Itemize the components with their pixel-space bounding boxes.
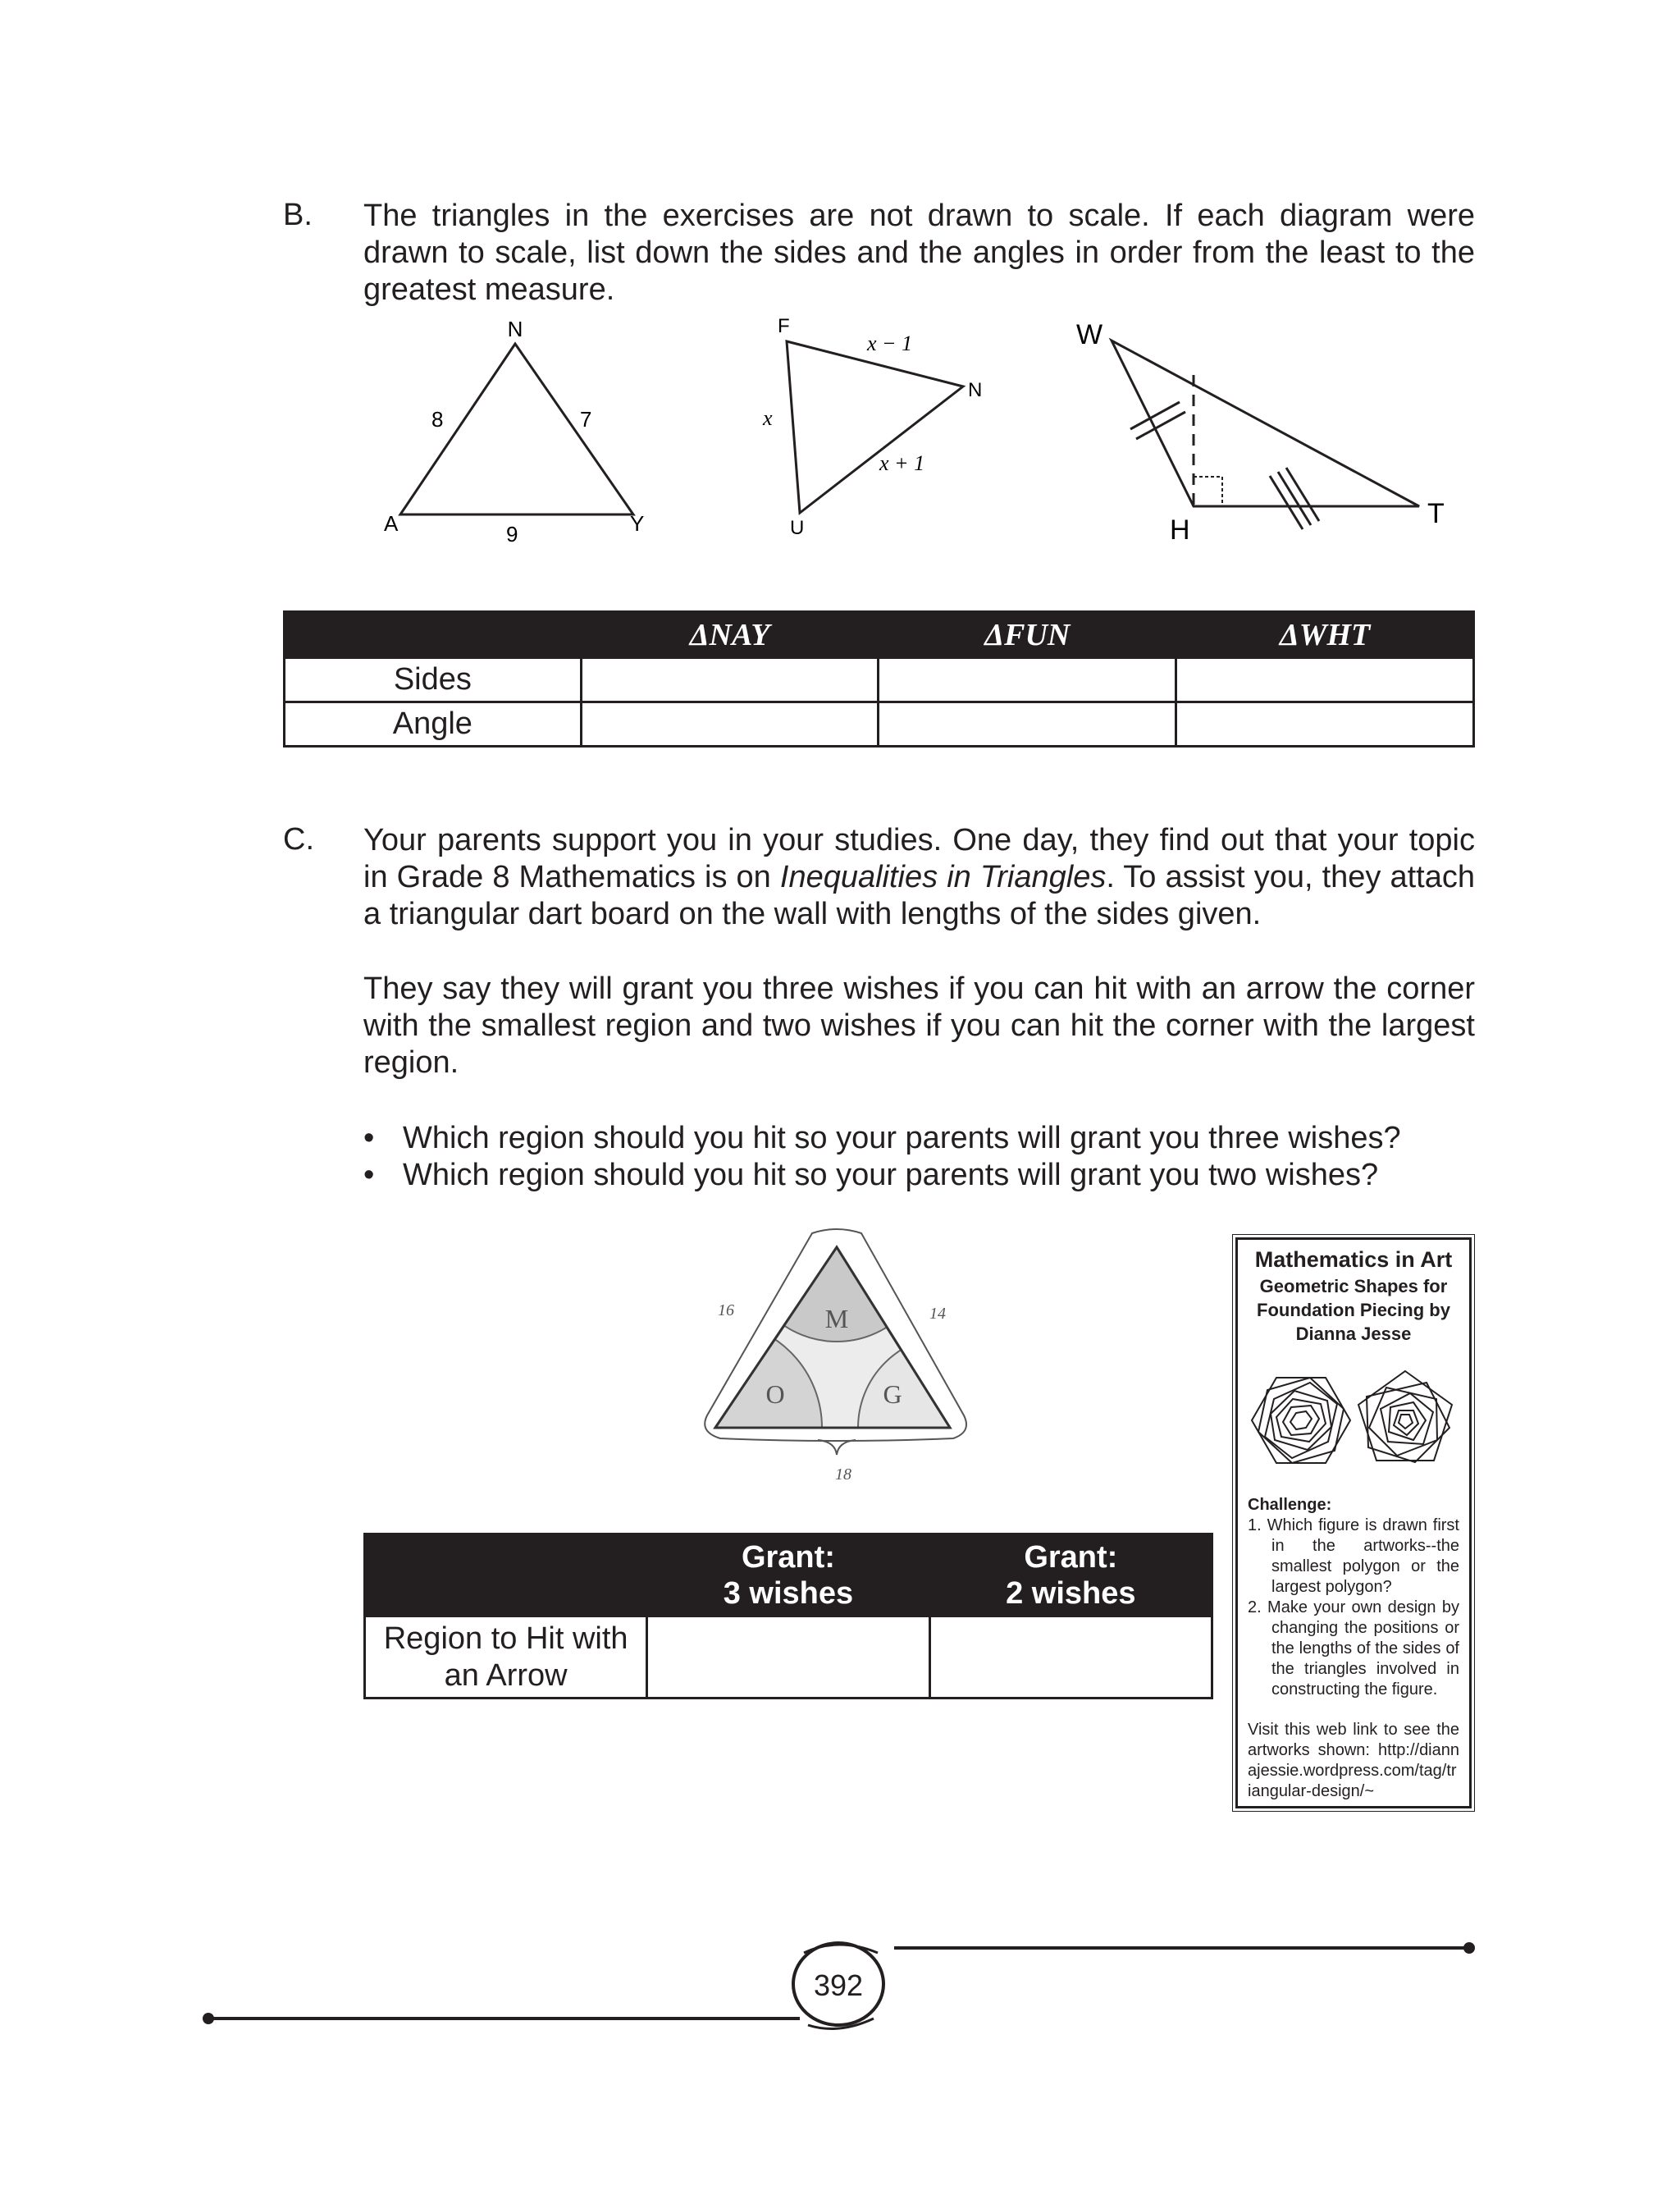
bullet-icon: • xyxy=(363,1158,375,1192)
triangle-wht-shape xyxy=(1112,341,1419,506)
question-list xyxy=(363,1120,1475,1194)
table-header-blank xyxy=(285,612,582,658)
side-label-14: 14 xyxy=(929,1305,946,1323)
section-b-table xyxy=(283,610,1475,748)
row-label-angle: Angle xyxy=(285,702,582,747)
region-label-line-2: an Arrow xyxy=(444,1657,568,1693)
grant-header-row xyxy=(365,1534,1212,1616)
side-label-fu: x xyxy=(763,406,773,430)
side-label-ny: 7 xyxy=(580,407,592,432)
bullet-icon: • xyxy=(363,1121,375,1155)
hexagon-spiral-icon xyxy=(1252,1378,1350,1463)
triangle-nay-figure xyxy=(369,308,664,554)
grant-3-wishes-header xyxy=(647,1534,929,1616)
triangle-wht-figure xyxy=(1058,308,1468,554)
side-label-ay: 9 xyxy=(506,522,518,546)
grant-3-line-1: Grant: xyxy=(741,1539,835,1575)
vertex-label-w: W xyxy=(1076,319,1103,350)
tick-mark-wh-1 xyxy=(1130,402,1180,429)
section-b-letter: B. xyxy=(283,198,313,232)
region-label-m: M xyxy=(824,1304,849,1333)
polygon-artworks xyxy=(1248,1359,1463,1482)
region-label-g: G xyxy=(883,1379,902,1409)
region-label-o: O xyxy=(765,1379,785,1409)
answer-cell[interactable] xyxy=(581,658,879,702)
sidebar-subtitle: Geometric Shapes for Foundation Piecing by Dianna Jesse xyxy=(1257,1276,1450,1344)
vertex-label-f: F xyxy=(778,315,790,337)
answer-cell[interactable] xyxy=(647,1616,929,1699)
challenge-item: 1. Which figure is drawn first in the artworks--the smallest polygon or the largest polygon? xyxy=(1248,1516,1459,1596)
answer-cell[interactable] xyxy=(1176,658,1474,702)
math-in-art-sidebar xyxy=(1235,1237,1472,1808)
question-item xyxy=(363,1120,1475,1157)
grant-3-line-2: 3 wishes xyxy=(723,1575,854,1611)
section-c-letter: C. xyxy=(283,822,314,857)
table-row-angle xyxy=(285,702,1474,747)
region-row-label xyxy=(365,1616,647,1699)
vertex-label-y: Y xyxy=(630,511,645,536)
vertex-label-a: A xyxy=(384,511,399,536)
region-label-line-1: Region to Hit with xyxy=(383,1621,628,1656)
grant-2-line-2: 2 wishes xyxy=(1006,1575,1136,1611)
vertex-label-h: H xyxy=(1170,514,1190,546)
answer-cell[interactable] xyxy=(879,702,1176,747)
tick-mark-wh-2 xyxy=(1136,412,1185,439)
table-header-nay: ΔNAY xyxy=(581,612,879,658)
vertex-label-n: N xyxy=(507,317,523,341)
right-angle-marker xyxy=(1194,477,1222,506)
table-header-wht: ΔWHT xyxy=(1176,612,1474,658)
paragraph-1-start: Your parents support you in your studies. One day, they find out that your topic in Grade 8 Mathematics is on xyxy=(363,823,1475,894)
challenge-item: 2. Make your own design by changing the positions or the lengths of the sides of the triangles involved in constructing the figure. xyxy=(1248,1598,1459,1699)
grant-header-blank xyxy=(365,1534,647,1616)
section-c-paragraph-2: They say they will grant you three wishes if you can hit with an arrow the corner with the smallest region and two wishes if you can hit the corner with the largest region. xyxy=(363,972,1475,1080)
answer-cell[interactable] xyxy=(929,1616,1212,1699)
grant-2-wishes-header xyxy=(929,1534,1212,1616)
sidebar-title: Mathematics in Art xyxy=(1254,1247,1453,1272)
vertex-label-n2: N xyxy=(968,379,983,401)
vertex-label-t: T xyxy=(1427,498,1445,529)
side-label-na: 8 xyxy=(431,407,444,432)
paragraph-1-end: . To assist you, they attach a triangular dart board on the wall with lengths of the sides given. xyxy=(363,860,1476,931)
question-item xyxy=(363,1157,1475,1194)
question-text: Which region should you hit so your parents will grant you two wishes? xyxy=(403,1158,1379,1192)
question-text: Which region should you hit so your parents will grant you three wishes? xyxy=(403,1121,1401,1155)
side-label-16: 16 xyxy=(718,1301,734,1319)
table-header-fun: ΔFUN xyxy=(879,612,1176,658)
triangle-fun-figure xyxy=(742,308,1013,554)
page-footer-ornament xyxy=(197,1928,1477,2043)
triangle-fun-shape xyxy=(787,341,963,513)
side-label-un: x + 1 xyxy=(879,451,925,475)
challenge-heading: Challenge: xyxy=(1248,1496,1332,1514)
page-number: 392 xyxy=(813,1968,864,2002)
answer-cell[interactable] xyxy=(1176,702,1474,747)
table-header-row xyxy=(285,612,1474,658)
section-c-table xyxy=(363,1533,1213,1699)
table-row-sides xyxy=(285,658,1474,702)
grant-2-line-1: Grant: xyxy=(1024,1539,1118,1575)
side-label-fn: x − 1 xyxy=(867,331,913,355)
pentagon-spiral-icon xyxy=(1358,1371,1452,1462)
side-label-18: 18 xyxy=(835,1465,851,1484)
artwork-link[interactable]: Visit this web link to see the artworks shown: http://diannajessie.wordpress.com/tag/triangular-design/~ xyxy=(1248,1721,1459,1800)
vertex-label-u: U xyxy=(790,517,805,539)
bottom-brace xyxy=(818,1440,856,1455)
answer-cell[interactable] xyxy=(581,702,879,747)
section-b-instructions: The triangles in the exercises are not drawn to scale. If each diagram were drawn to scale, list down the sides and the angles in order from the least to the greatest measure. xyxy=(363,199,1475,307)
region-row xyxy=(365,1616,1212,1699)
answer-cell[interactable] xyxy=(879,658,1176,702)
row-label-sides: Sides xyxy=(285,658,582,702)
section-c-paragraph-1 xyxy=(363,822,1475,933)
paragraph-1-topic: Inequalities in Triangles xyxy=(779,860,1107,894)
dartboard-figure xyxy=(689,1227,968,1497)
